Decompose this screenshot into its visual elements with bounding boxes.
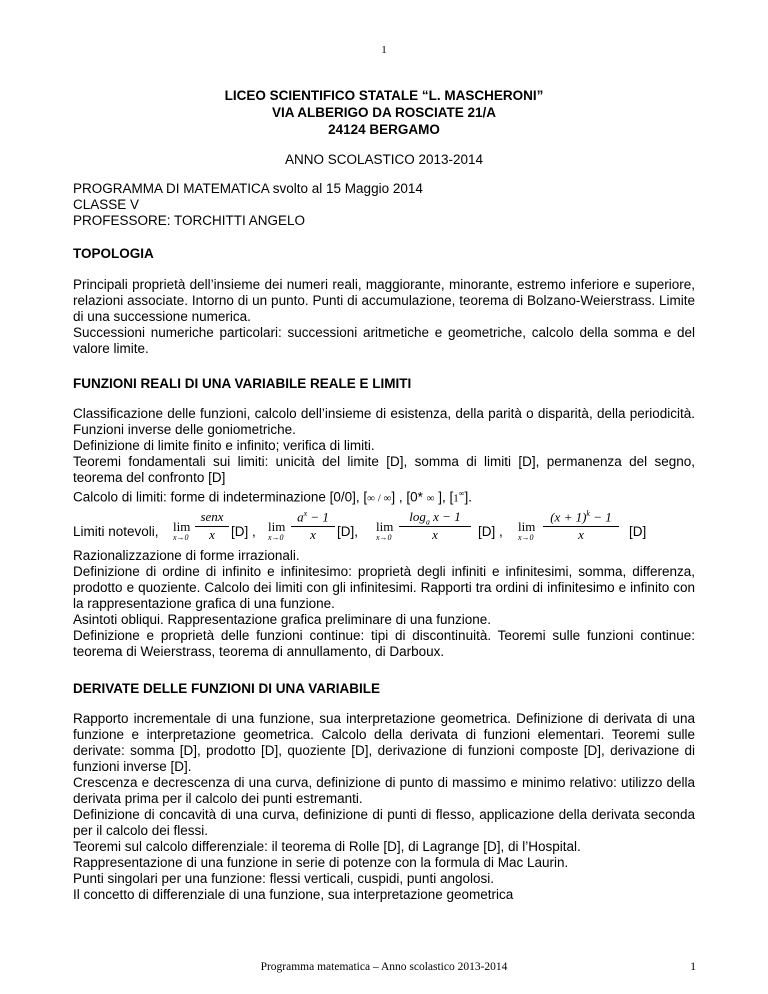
section-title-topologia: TOPOLOGIA bbox=[73, 246, 154, 261]
section-body-funzioni bbox=[73, 406, 695, 507]
paragraph: Razionalizzazione di forme irrazionali. bbox=[73, 548, 300, 563]
proof-tag: [D], bbox=[337, 524, 359, 539]
proof-tag: [D] bbox=[629, 524, 647, 539]
paragraph: Successioni numeriche particolari: successioni aritmetiche e geometriche, calcolo della somma e del valore limite. bbox=[73, 325, 695, 356]
page-number-top: 1 bbox=[381, 44, 387, 56]
indeterminate-forms: Calcolo di limiti: forme di indeterminazione [0/0], [∞ / ∞] , [0* ∞ ], [1∞]. bbox=[73, 489, 472, 505]
page-footer bbox=[0, 961, 768, 981]
notable-limits-label: Limiti notevoli, bbox=[73, 524, 159, 539]
section-title-derivate: DERIVATE DELLE FUNZIONI DI UNA VARIABILE bbox=[73, 681, 380, 696]
proof-tag: [D] , bbox=[478, 524, 503, 539]
school-header bbox=[0, 87, 768, 138]
paragraph: Rappresentazione di una funzione in serie di potenze con la formula di Mac Laurin. bbox=[73, 855, 569, 870]
paragraph: Rapporto incrementale di una funzione, sua interpretazione geometrica. Definizione di derivata di una funzione e interpretazione geometrica. Calcolo della derivata di funzioni elementari. Teoremi sulle derivate: somma [D], prodotto [D], quoziente [D], derivazione di funzioni composte [D], derivazione di funzioni inverse [D]. bbox=[73, 711, 695, 774]
program-meta bbox=[73, 181, 423, 229]
paragraph: Teoremi fondamentali sui limiti: unicità del limite [D], somma di limiti [D], permanenza del segno, teorema del confronto [D] bbox=[73, 454, 695, 485]
paragraph: Principali proprietà dell’insieme dei numeri reali, maggiorante, minorante, estremo inferiore e superiore, relazioni associate. Intorno di un punto. Punti di accumulazione, teorema di Bolzano-Weierstrass. Limite di una successione numerica. bbox=[73, 277, 695, 324]
lim-operator: lim x→0 bbox=[376, 519, 394, 542]
paragraph: Il concetto di differenziale di una funzione, sua interpretazione geometrica bbox=[73, 887, 514, 902]
paragraph: Definizione di ordine di infinito e infinitesimo: proprietà degli infiniti e infinitesimi, somma, differenza, prodotto e quoziente. Calcolo dei limiti con gli infinitesimi. Rapporti tra ordini di infinitesimo e infinito con la rappresentazione grafica di una funzione. bbox=[73, 564, 695, 611]
paragraph: Classificazione delle funzioni, calcolo dell’insieme di esistenza, della parità o disparità, della periodicità. Funzioni inverse delle goniometriche. bbox=[73, 406, 695, 437]
section-body-derivate bbox=[73, 711, 695, 903]
lim-operator: lim x→0 bbox=[268, 519, 286, 542]
proof-tag: [D] , bbox=[231, 524, 256, 539]
section-body-topologia bbox=[73, 277, 695, 357]
lim-operator: lim x→0 bbox=[518, 519, 536, 542]
paragraph: Definizione e proprietà delle funzioni continue: tipi di discontinuità. Teoremi sulle funzioni continue: teorema di Weierstrass, teorema di annullamento, di Darboux. bbox=[73, 628, 695, 659]
professor-label: PROFESSORE: TORCHITTI ANGELO bbox=[73, 213, 306, 228]
footer-text: Programma matematica – Anno scolastico 2013-2014 bbox=[260, 961, 508, 973]
program-title: PROGRAMMA DI MATEMATICA svolto al 15 Maggio 2014 bbox=[73, 181, 423, 196]
section-body-funzioni-cont bbox=[73, 548, 695, 660]
paragraph: Punti singolari per una funzione: flessi verticali, cuspidi, punti angolosi. bbox=[73, 871, 494, 886]
school-city: 24124 BERGAMO bbox=[328, 122, 440, 137]
notable-limits bbox=[73, 509, 695, 545]
footer-page-number: 1 bbox=[690, 961, 696, 973]
paragraph: Asintoti obliqui. Rappresentazione grafica preliminare di una funzione. bbox=[73, 612, 491, 627]
lim-operator: lim x→0 bbox=[173, 519, 191, 542]
school-year: ANNO SCOLASTICO 2013-2014 bbox=[284, 152, 484, 167]
school-name: LICEO SCIENTIFICO STATALE “L. MASCHERONI” bbox=[224, 88, 544, 103]
paragraph: Definizione di concavità di una curva, definizione di punti di flesso, applicazione della derivata seconda per il calcolo dei flessi. bbox=[73, 807, 695, 838]
limit-fraction-log: $\log_a x - 1$ x bbox=[399, 509, 471, 545]
limit-fraction-sin: senx x bbox=[195, 509, 229, 545]
paragraph: Definizione di limite finito e infinito; verifica di limiti. bbox=[73, 438, 375, 453]
limit-fraction-exp: $a^x - 1$ x bbox=[291, 509, 335, 545]
section-title-funzioni: FUNZIONI REALI DI UNA VARIABILE REALE E LIMITI bbox=[73, 376, 412, 391]
paragraph: Teoremi sul calcolo differenziale: il teorema di Rolle [D], di Lagrange [D], di l’Hospital. bbox=[73, 839, 581, 854]
class-label: CLASSE V bbox=[73, 197, 140, 212]
school-address: VIA ALBERIGO DA ROSCIATE 21/A bbox=[271, 105, 497, 120]
limit-fraction-power: $(x + 1)^k - 1$ x bbox=[543, 509, 619, 545]
paragraph: Crescenza e decrescenza di una curva, definizione di punto di massimo e minimo relativo: utilizzo della derivata prima per il calcolo dei punti estremanti. bbox=[73, 775, 695, 806]
